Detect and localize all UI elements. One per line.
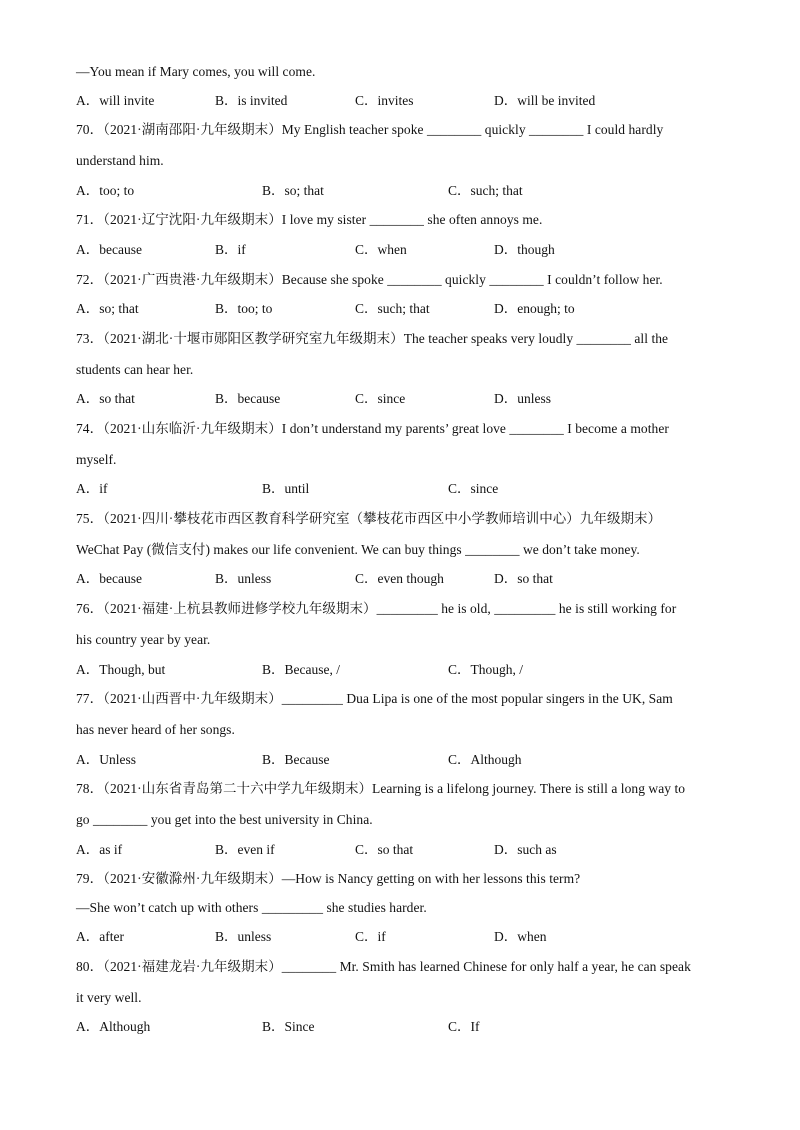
option-d: D．will be invited [494,93,596,108]
question-80-stem: 80．（2021·福建龙岩·九年级期末）________ Mr. Smith has learned Chinese for only half a year, he can speak [76,959,691,974]
question-77-options [76,752,756,768]
question-77-stem: 77．（2021·山西晋中·九年级期末）_________ Dua Lipa is one of the most popular singers in the UK, Sam [76,691,673,706]
option-c: C．such; that [355,301,430,316]
option-a: A．Unless [76,752,136,767]
question-70-stem: 70．（2021·湖南邵阳·九年级期末）My English teacher spoke ________ quickly ________ I could hardly [76,122,664,137]
question-69-dialogue: —You mean if Mary comes, you will come. [76,64,316,79]
question-74-stem: 74．（2021·山东临沂·九年级期末）I don’t understand my parents’ great love ________ I become a mother [76,421,669,436]
option-a: A．so; that [76,301,139,316]
option-a: A．because [76,571,142,586]
option-b: B．if [215,242,246,257]
option-c: C．such; that [448,183,523,198]
option-a: A．because [76,242,142,257]
question-79-options [76,929,756,945]
option-d: D．when [494,929,547,944]
option-b: B．unless [215,571,272,586]
option-a: A．will invite [76,93,155,108]
question-75-stem: WeChat Pay (微信支付) makes our life convenient. We can buy things ________ we don’t take money. [76,542,640,557]
option-c: C．when [355,242,407,257]
option-c: C．even though [355,571,444,586]
option-a: A．after [76,929,124,944]
question-73-options [76,391,756,407]
question-73-stem-cont: students can hear her. [76,362,194,377]
question-74-options [76,481,756,497]
question-71-options [76,242,756,258]
question-78-stem-cont: go ________ you get into the best university in China. [76,812,373,827]
question-78-stem: 78．（2021·山东省青岛第二十六中学九年级期末）Learning is a lifelong journey. There is still a long way to [76,781,686,796]
question-75-source: 75．（2021·四川·攀枝花市西区教育科学研究室（攀枝花市西区中小学教师培训中心）九年级期末） [76,511,662,526]
question-76-stem-cont: his country year by year. [76,632,211,647]
option-d: D．enough; to [494,301,575,316]
option-c: C．since [355,391,406,406]
option-a: A．if [76,481,108,496]
option-c: C．Although [448,752,522,767]
option-a: A．Though, but [76,662,166,677]
option-a: A．as if [76,842,123,857]
option-b: B．is invited [215,93,288,108]
option-d: D．unless [494,391,551,406]
option-c: C．invites [355,93,414,108]
question-76-options [76,662,756,678]
option-d: D．such as [494,842,557,857]
option-c: C．since [448,481,499,496]
question-71-stem: 71．（2021·辽宁沈阳·九年级期末）I love my sister ________ she often annoys me. [76,212,543,227]
option-c: C．if [355,929,386,944]
question-74-stem-cont: myself. [76,452,117,467]
option-c: C．so that [355,842,414,857]
option-a: A．so that [76,391,135,406]
question-70-options [76,183,756,199]
question-72-stem: 72．（2021·广西贵港·九年级期末）Because she spoke ________ quickly ________ I couldn’t follow her. [76,272,663,287]
option-c: C．If [448,1019,480,1034]
option-d: D．so that [494,571,553,586]
question-79-stem: 79．（2021·安徽滁州·九年级期末）—How is Nancy getting on with her lessons this term? [76,871,581,886]
question-70-stem-cont: understand him. [76,153,164,168]
option-b: B．Because [262,752,330,767]
option-b: B．Since [262,1019,315,1034]
option-b: B．even if [215,842,275,857]
option-a: A．Although [76,1019,151,1034]
question-73-stem: 73．（2021·湖北·十堰市郧阳区教学研究室九年级期末）The teacher speaks very loudly ________ all the [76,331,669,346]
option-b: B．so; that [262,183,324,198]
question-77-stem-cont: has never heard of her songs. [76,722,235,737]
option-a: A．too; to [76,183,135,198]
question-75-options [76,571,756,587]
option-b: B．too; to [215,301,273,316]
option-d: D．though [494,242,555,257]
option-b: B．because [215,391,281,406]
question-72-options [76,301,756,317]
option-c: C．Though, / [448,662,524,677]
option-b: B．until [262,481,310,496]
option-b: B．unless [215,929,272,944]
question-79-dialogue: —She won’t catch up with others _________ she studies harder. [76,900,427,915]
question-76-stem: 76．（2021·福建·上杭县教师进修学校九年级期末）_________ he is old, _________ he is still working for [76,601,677,616]
question-80-options [76,1019,756,1035]
option-b: B．Because, / [262,662,340,677]
question-69-options [76,93,756,109]
question-78-options [76,842,756,858]
question-80-stem-cont: it very well. [76,990,142,1005]
